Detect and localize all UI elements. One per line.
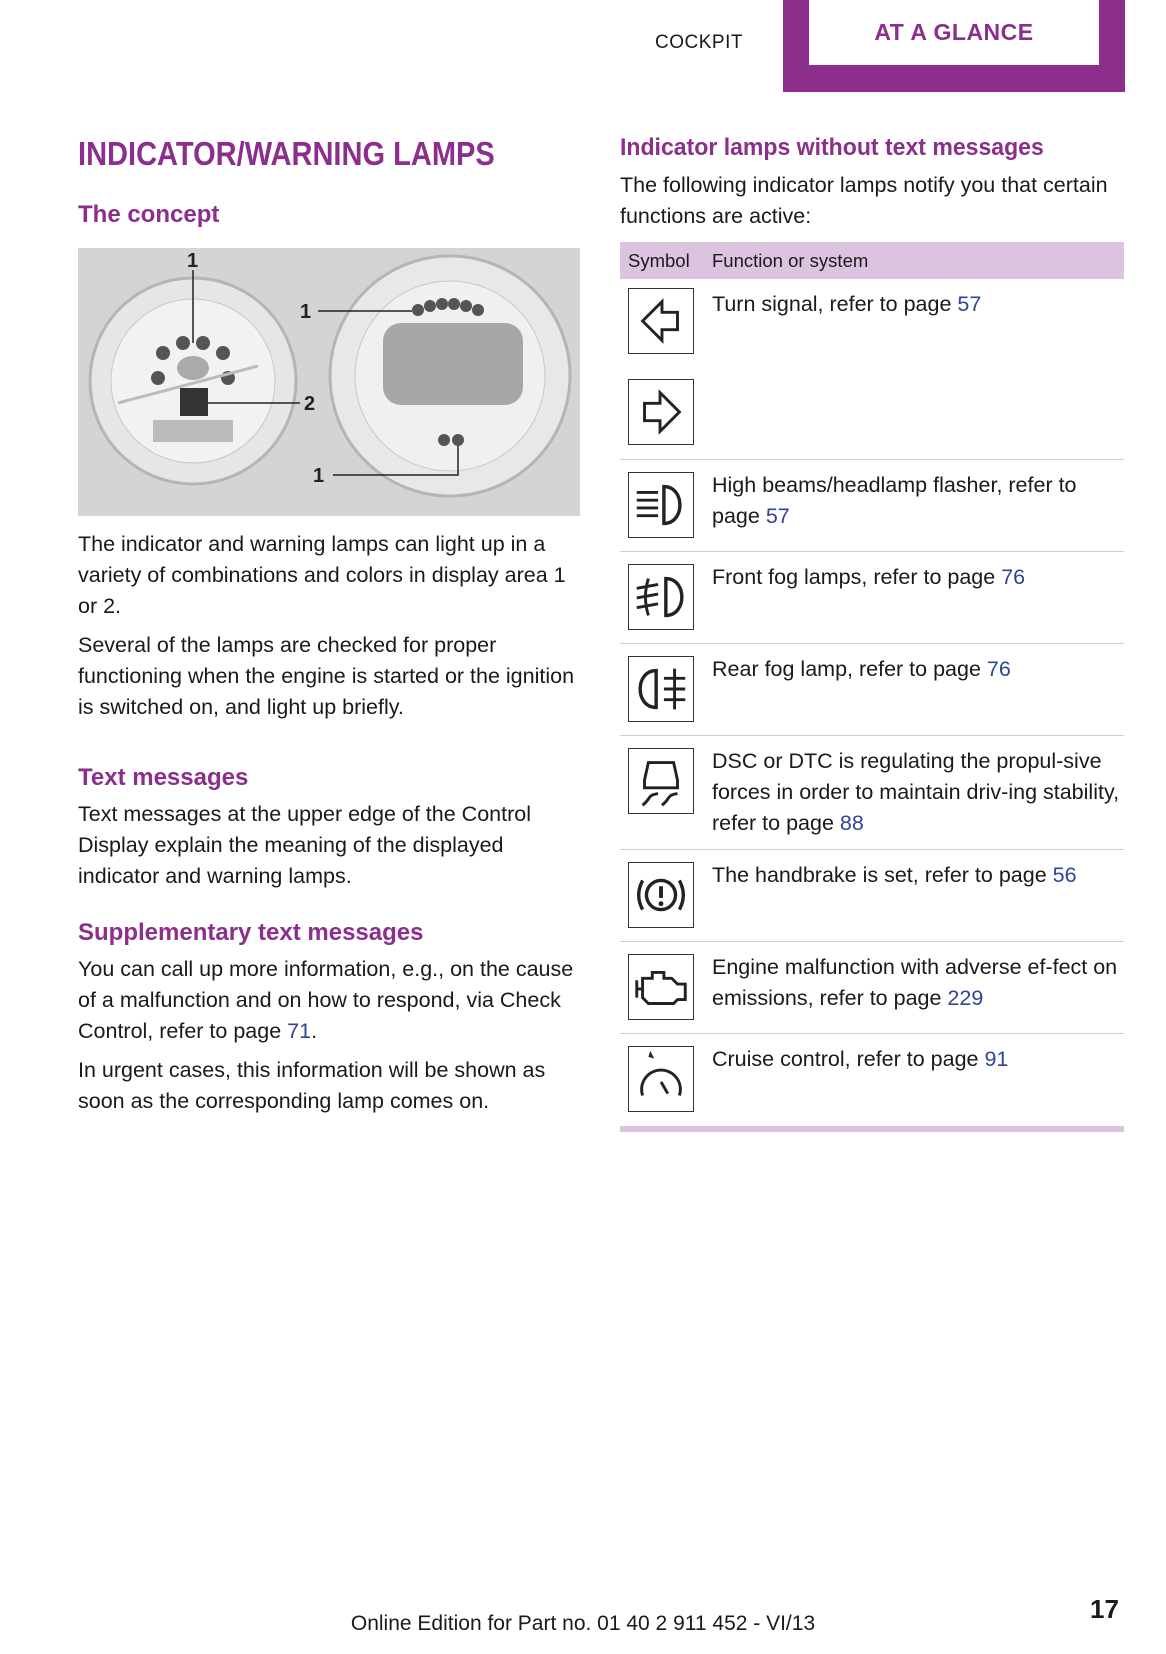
front-fog-lamp-icon — [628, 564, 694, 630]
supplementary-text-end: . — [311, 1019, 318, 1043]
row-label: DSC or DTC is regulating the propul-sive forces in order to maintain driv-ing stability, refer to page — [712, 749, 1120, 835]
row-label: Engine malfunction with adverse ef-fect on emissions, refer to page — [712, 955, 1118, 1010]
row-text — [712, 850, 1122, 901]
table-row — [620, 460, 1124, 552]
table-bottom-bar — [620, 1126, 1124, 1132]
concept-paragraph-1: The indicator and warning lamps can light up in a variety of combinations and colors in display area 1 or 2. — [78, 532, 566, 618]
page-link[interactable]: 91 — [984, 1047, 1009, 1071]
page-link[interactable]: 57 — [957, 292, 982, 316]
table-row — [620, 850, 1124, 942]
table-row — [620, 644, 1124, 736]
page-link[interactable]: 76 — [1001, 565, 1026, 589]
concept-paragraph-2: Several of the lamps are checked for proper functioning when the engine is started or the ignition is switched on, and light up briefly. — [78, 633, 575, 719]
cruise-control-icon — [628, 1046, 694, 1112]
indicator-lamps-heading: Indicator lamps without text messages — [620, 134, 1044, 161]
row-text — [712, 460, 1122, 542]
table-row — [620, 942, 1124, 1034]
row-label: Rear fog lamp, refer to page — [712, 657, 987, 681]
right-column — [620, 133, 1124, 1132]
table-row — [620, 552, 1124, 644]
row-text — [712, 552, 1122, 603]
dsc-dtc-icon — [628, 748, 694, 814]
row-label: High beams/headlamp flasher, refer to page — [712, 473, 1077, 528]
row-text — [712, 942, 1122, 1024]
page-link[interactable]: 76 — [986, 657, 1011, 681]
rear-fog-lamp-icon — [628, 656, 694, 722]
supplementary-paragraph-2: In urgent cases, this information will be shown as soon as the corresponding lamp comes on. — [78, 1058, 546, 1113]
chapter-tab — [783, 0, 1125, 92]
row-text — [712, 279, 1122, 330]
instrument-cluster-figure — [78, 248, 580, 516]
figure-label-1c: 1 — [313, 465, 325, 487]
turn-signal-right-icon — [628, 379, 694, 445]
page-title: INDICATOR/WARNING LAMPS — [78, 135, 495, 172]
chapter-tab-label: AT A GLANCE — [809, 0, 1099, 65]
supplementary-heading: Supplementary text messages — [78, 919, 424, 946]
left-column — [78, 134, 580, 1117]
table-row — [620, 1034, 1124, 1126]
row-text — [712, 736, 1122, 849]
col-symbol: Symbol — [628, 249, 690, 271]
page-link[interactable]: 88 — [839, 811, 864, 835]
row-text — [712, 644, 1122, 695]
figure-label-1b: 1 — [300, 301, 312, 323]
table-row — [620, 736, 1124, 850]
page-link[interactable]: 57 — [765, 504, 790, 528]
table-row — [620, 279, 1124, 460]
figure-label-1: 1 — [187, 250, 199, 272]
handbrake-icon — [628, 862, 694, 928]
engine-malfunction-icon — [628, 954, 694, 1020]
page-number: 17 — [1090, 1594, 1119, 1624]
page-link[interactable]: 56 — [1052, 863, 1077, 887]
supplementary-paragraph-1 — [78, 954, 580, 1047]
section-label: COCKPIT — [655, 32, 743, 53]
page-link[interactable]: 71 — [287, 1019, 312, 1043]
row-text — [712, 1034, 1122, 1085]
row-label: Cruise control, refer to page — [712, 1047, 985, 1071]
page-link[interactable]: 229 — [947, 986, 984, 1010]
row-label: Turn signal, refer to page — [712, 292, 958, 316]
row-label: Front fog lamps, refer to page — [712, 565, 1002, 589]
table-header — [620, 242, 1124, 279]
concept-heading: The concept — [78, 201, 220, 228]
text-messages-heading: Text messages — [78, 764, 249, 791]
text-messages-paragraph: Text messages at the upper edge of the Control Display explain the meaning of the displayed indicator and warning lamps. — [78, 802, 531, 888]
footer-edition: Online Edition for Part no. 01 40 2 911 452 - VI/13 — [350, 1612, 816, 1635]
turn-signal-left-icon — [628, 288, 694, 354]
supplementary-text: You can call up more information, e.g., on the cause of a malfunction and on how to respond, via Check Control, refer to page — [78, 957, 574, 1043]
indicator-lamps-intro: The following indicator lamps notify you that certain functions are active: — [620, 173, 1108, 228]
high-beam-icon — [628, 472, 694, 538]
row-label: The handbrake is set, refer to page — [712, 863, 1053, 887]
figure-label-2: 2 — [304, 393, 316, 415]
col-function: Function or system — [712, 249, 869, 271]
